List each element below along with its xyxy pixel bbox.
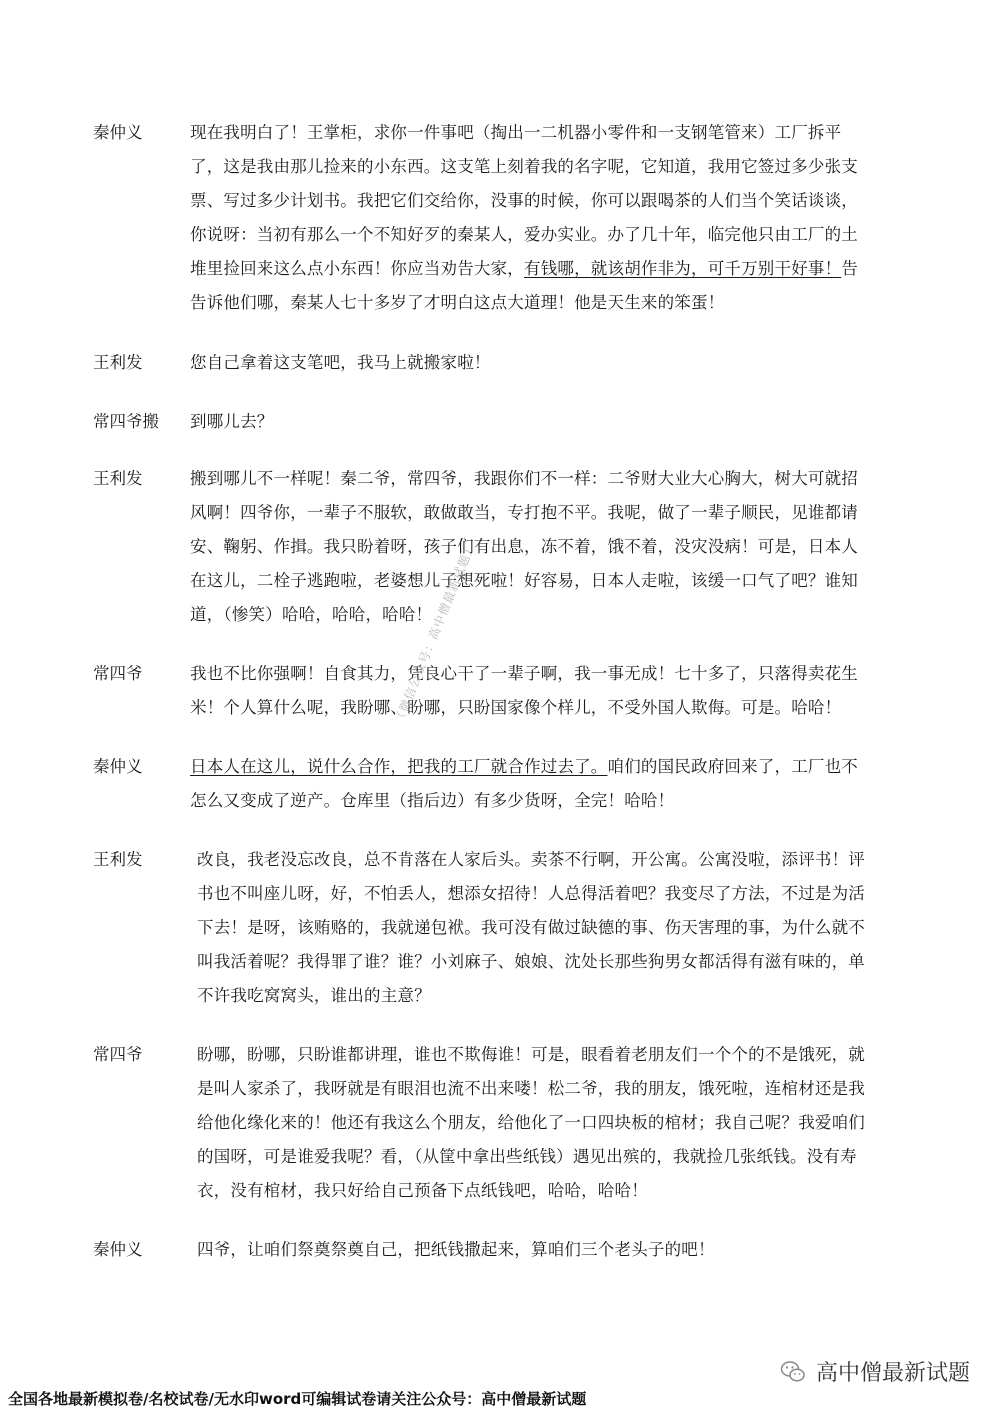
dialogue-line: 给他化缘化来的！他还有我这么个朋友，给他化了一口四块板的棺材；我自己呢？我爱咱们 — [197, 1113, 865, 1132]
speaker-name: 秦仲义 — [93, 123, 143, 142]
dialogue-line: 道，（惨笑）哈哈，哈哈，哈哈！ — [190, 605, 433, 624]
dialogue-line: 我也不比你强啊！自食其力，凭良心干了一辈子啊，我一事无成！七十多了，只落得卖花生 — [190, 664, 858, 683]
dialogue-line: 书也不叫座儿呀，好，不怕丢人，想添女招待！人总得活着吧？我变尽了方法，不过是为活 — [197, 884, 865, 903]
dialogue-line: 是叫人家杀了，我呀就是有眼泪也流不出来喽！松二爷，我的朋友，饿死啦，连棺材还是我 — [197, 1079, 865, 1098]
dialogue-line: 了，这是我由那儿捡来的小东西。这支笔上刻着我的名字呢，它知道，我用它签过多少张支 — [190, 157, 858, 176]
dialogue-line: 四爷，让咱们祭奠祭奠自己，把纸钱撒起来，算咱们三个老头子的吧！ — [197, 1240, 715, 1259]
dialogue-line: 搬到哪儿不一样呢！秦二爷，常四爷，我跟你们不一样：二爷财大业大心胸大，树大可就招 — [190, 469, 858, 488]
wechat-icon — [780, 1359, 806, 1385]
dialogue-line — [190, 750, 920, 784]
dialogue-line: 告诉他们哪，秦某人七十多岁了才明白这点大道理！他是天生来的笨蛋！ — [190, 293, 725, 312]
watermark: （微信公众号：高中僧最新试题） — [391, 539, 478, 726]
dialogue-line: 你说呀：当初有那么一个不知好歹的秦某人，爱办实业。办了几十年，临完他只由工厂的土 — [190, 225, 858, 244]
speaker-name: 常四爷搬 — [93, 412, 159, 431]
dialogue-line: 现在我明白了！王掌柜，求你一件事吧（掏出一二机器小零件和一支钢笔管来）工厂拆平 — [190, 123, 842, 142]
dialogue-line: 在这儿，二栓子逃跑啦，老婆想儿子想死啦！好容易，日本人走啦，该缓一口气了吧？谁知 — [190, 571, 858, 590]
dialogue-line: 改良，我老没忘改良，总不肯落在人家后头。卖茶不行啊，开公寓。公寓没啦，添评书！评 — [197, 850, 865, 869]
speaker-name: 秦仲义 — [93, 757, 143, 776]
underlined-text: 日本人在这儿，说什么合作，把我的工厂就合作过去了。 — [190, 757, 608, 776]
speaker-name: 常四爷 — [93, 664, 143, 683]
brand-label: 高中僧最新试题 — [815, 1361, 970, 1386]
dialogue-line: 安、鞠躬、作揖。我只盼着呀，孩子们有出息，冻不着，饿不着，没灾没病！可是，日本人 — [190, 537, 858, 556]
dialogue-line: 叫我活着呢？我得罪了谁？谁？小刘麻子、娘娘、沈处长那些狗男女都活得有滋有味的，单 — [197, 952, 865, 971]
underlined-text: 有钱哪，就该胡作非为，可千万别干好事！ — [524, 259, 842, 278]
dialogue-line: 到哪儿去？ — [190, 412, 274, 431]
dialogue-line: 米！个人算什么呢，我盼哪、盼哪，只盼国家像个样儿，不受外国人欺侮。可是。哈哈！ — [190, 698, 842, 717]
dialogue-text: 咱们的国民政府回来了，工厂也不 — [607, 757, 858, 776]
speaker-name: 秦仲义 — [93, 1240, 143, 1259]
dialogue-line: 下去！是呀，该贿赂的，我就递包袱。我可没有做过缺德的事、伤天害理的事，为什么就不 — [197, 918, 865, 937]
dialogue-line: 票、写过多少计划书。我把它们交给你，没事的时候，你可以跟喝茶的人们当个笑话谈谈， — [190, 191, 858, 210]
speaker-name: 王利发 — [93, 469, 143, 488]
dialogue-text: 堆里捡回来这么点小东西！你应当劝告大家， — [190, 259, 524, 278]
speaker-name: 常四爷 — [93, 1045, 143, 1064]
speaker-name: 王利发 — [93, 850, 143, 869]
dialogue-line — [190, 252, 920, 286]
speaker-name: 王利发 — [93, 353, 143, 372]
dialogue-line: 您自己拿着这支笔吧，我马上就搬家啦！ — [190, 353, 491, 372]
dialogue-line: 盼哪，盼哪，只盼谁都讲理，谁也不欺侮谁！可是，眼看着老朋友们一个个的不是饿死，就 — [197, 1045, 865, 1064]
dialogue-line: 怎么又变成了逆产。仓库里（指后边）有多少货呀，全完！哈哈！ — [190, 791, 675, 810]
dialogue-line: 不许我吃窝窝头，谁出的主意？ — [197, 986, 431, 1005]
footer-text: 全国各地最新模拟卷/名校试卷/无水印word可编辑试卷请关注公众号：高中僧最新试题 — [8, 1390, 587, 1408]
dialogue-line: 风啊！四爷你，一辈子不服软，敢做敢当，专打抱不平。我呢，做了一辈子顺民，见谁都请 — [190, 503, 858, 522]
brand-badge — [780, 1356, 970, 1387]
dialogue-text: 告 — [841, 259, 859, 278]
dialogue-line: 衣，没有棺材，我只好给自己预备下点纸钱吧，哈哈，哈哈！ — [197, 1181, 648, 1200]
dialogue-line: 的国呀，可是谁爱我呢？看，（从筐中拿出些纸钱）遇见出殡的，我就捡几张纸钱。没有寿 — [197, 1147, 857, 1166]
